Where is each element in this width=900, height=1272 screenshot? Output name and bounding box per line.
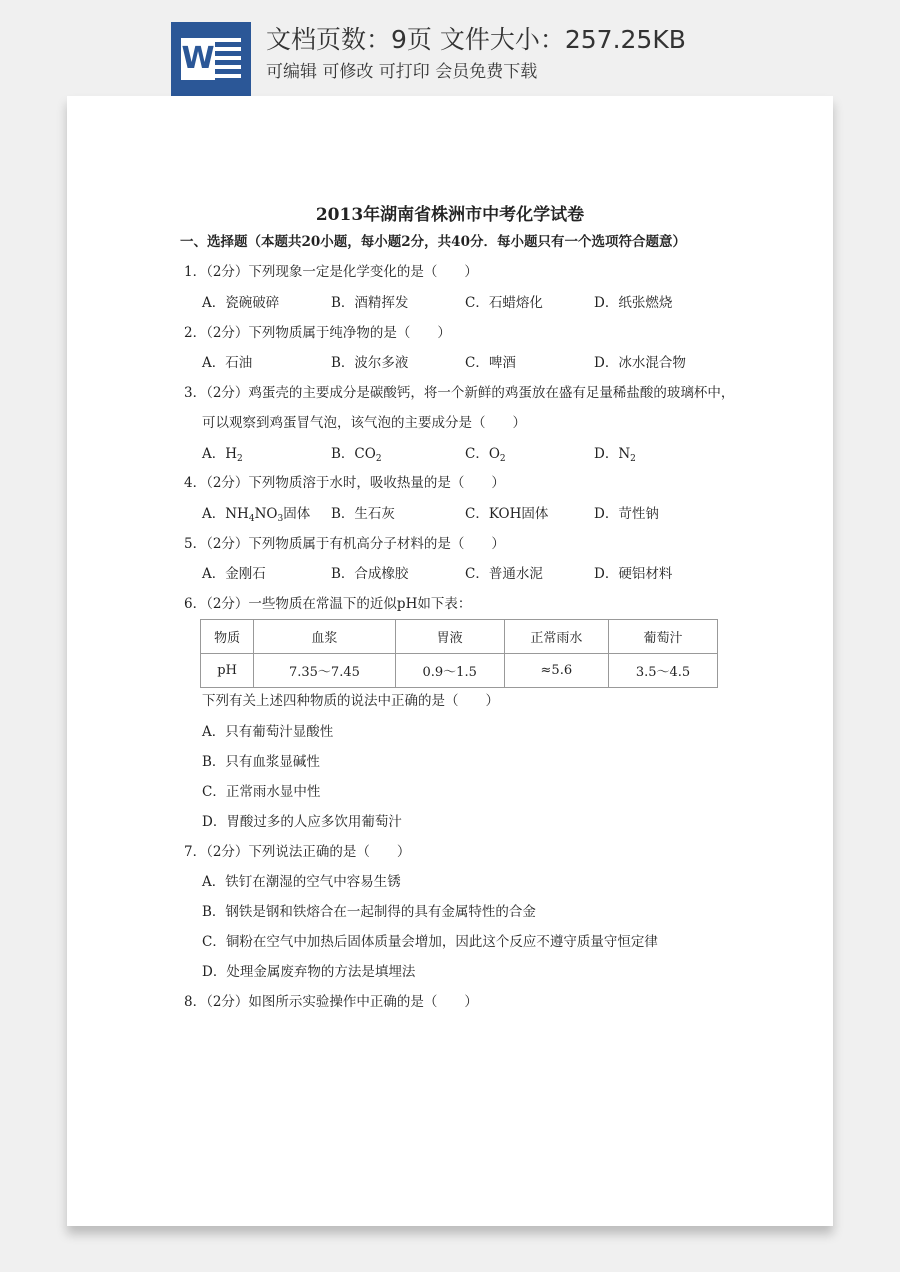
table-cell: 正常雨水 [504,620,608,654]
question-5-option-b: B．合成橡胶 [331,566,409,582]
question-3-option-d: D．$N_2$ [594,446,636,464]
question-6-question: 下列有关上述四种物质的说法中正确的是（ ） [202,693,499,709]
question-3-option-c: C．$O_2$ [465,446,506,464]
question-1-option-d: D．纸张燃烧 [594,295,673,311]
question-4-option-b: B．生石灰 [331,506,395,522]
question-6-option-b: B．只有血浆显碱性 [202,754,320,770]
table-cell: 葡萄汁 [609,620,718,654]
question-7-option-c: C．铜粉在空气中加热后固体质量会增加，因此这个反应不遵守质量守恒定律 [202,934,658,950]
exam-title: 2013年湖南省株洲市中考化学试卷 [315,205,585,225]
question-6-option-a: A．只有葡萄汁显酸性 [202,724,334,740]
question-5-stem: 5．（2分）下列物质属于有机高分子材料的是（ ） [184,536,505,552]
table-cell: ≈5.6 [504,654,608,688]
question-5-option-c: C．普通水泥 [465,566,543,582]
document-page [67,96,833,1226]
question-7-stem: 7．（2分）下列说法正确的是（ ） [184,844,411,860]
question-6-option-d: D．胃酸过多的人应多饮用葡萄汁 [202,814,402,830]
question-4-option-d: D．苛性钠 [594,506,659,522]
question-7-option-b: B．钢铁是钢和铁熔合在一起制得的具有金属特性的合金 [202,904,536,920]
question-8-stem: 8．（2分）如图所示实验操作中正确的是（ ） [184,994,478,1010]
table-header-row [201,620,718,654]
ph-table [200,619,718,688]
question-2-option-c: C．啤酒 [465,355,516,371]
file-info-title: 文档页数：9页 文件大小：257.25KB [266,25,686,54]
table-cell: 0.9～1.5 [395,654,504,688]
question-1-option-b: B．酒精挥发 [331,295,409,311]
table-cell: 3.5～4.5 [609,654,718,688]
question-7-option-d: D．处理金属废弃物的方法是填埋法 [202,964,416,980]
table-cell: pH [201,654,254,688]
question-3-stem-line-2: 可以观察到鸡蛋冒气泡，该气泡的主要成分是（ ） [202,415,526,431]
download-header [0,0,900,96]
question-1-option-c: C．石蜡熔化 [465,295,543,311]
question-1-option-a: A．瓷碗破碎 [202,295,280,311]
question-3-stem-line-1: 3．（2分）鸡蛋壳的主要成分是碳酸钙，将一个新鲜的鸡蛋放在盛有足量稀盐酸的玻璃杯中， [184,385,735,401]
file-info-subtitle: 可编辑 可修改 可打印 会员免费下载 [266,62,538,82]
word-document-icon: W [171,22,251,96]
question-1-stem: 1．（2分）下列现象一定是化学变化的是（ ） [184,264,478,280]
table-cell: 胃液 [395,620,504,654]
table-cell: 7.35～7.45 [254,654,396,688]
question-7-option-a: A．铁钉在潮湿的空气中容易生锈 [202,874,401,890]
question-5-option-a: A．金刚石 [202,566,266,582]
table-cell: 血浆 [254,620,396,654]
question-3-option-a: A．$H_2$ [202,446,243,464]
question-5-option-d: D．硬铝材料 [594,566,673,582]
table-cell: 物质 [201,620,254,654]
question-2-stem: 2．（2分）下列物质属于纯净物的是（ ） [184,325,451,341]
question-6-stem: 6．（2分）一些物质在常温下的近似pH如下表： [184,596,472,612]
question-3-option-b: B．$CO_2$ [331,446,382,464]
question-2-option-d: D．冰水混合物 [594,355,686,371]
question-4-stem: 4．（2分）下列物质溶于水时，吸收热量的是（ ） [184,475,505,491]
question-6-option-c: C．正常雨水显中性 [202,784,321,800]
question-2-option-b: B．波尔多液 [331,355,409,371]
table-row [201,654,718,688]
question-4-option-a: A．$NH_4NO_3$固体 [202,506,311,524]
question-4-option-c: C．KOH固体 [465,506,549,522]
section-heading: 一、选择题（本题共20小题，每小题2分，共40分．每小题只有一个选项符合题意） [180,234,686,250]
question-2-option-a: A．石油 [202,355,253,371]
